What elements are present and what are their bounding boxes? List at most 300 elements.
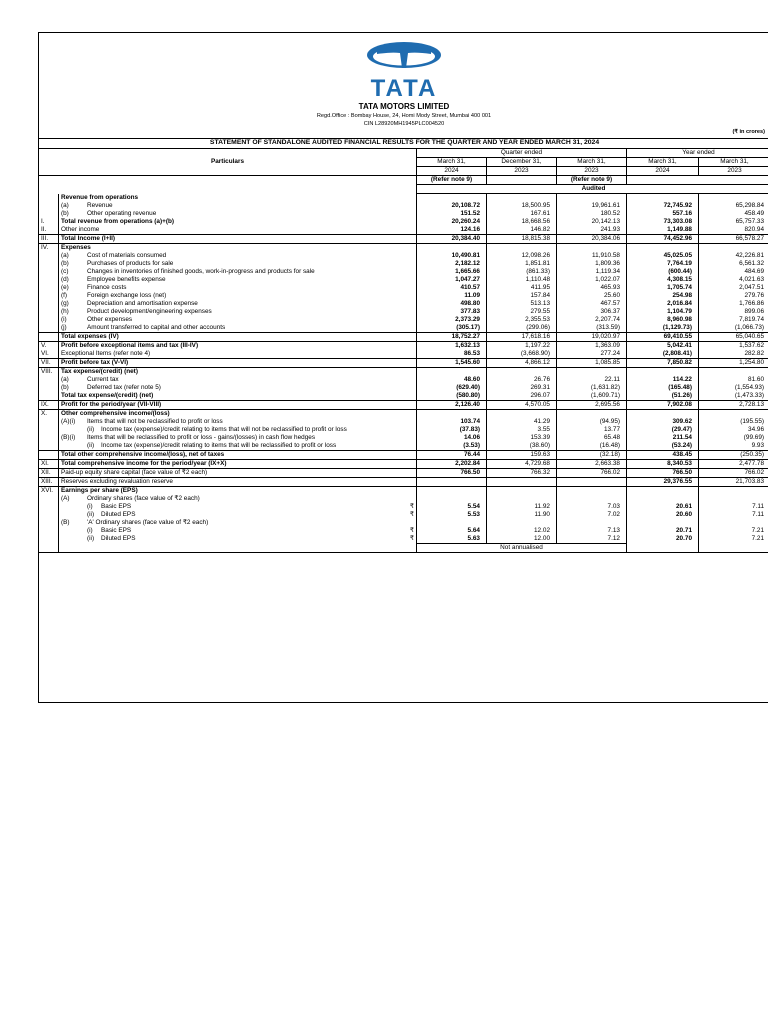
value-cell: 2,695.56 xyxy=(557,400,627,409)
value-cell: 22.11 xyxy=(557,376,627,384)
value-cell: 410.57 xyxy=(417,284,487,292)
row-number xyxy=(39,252,59,260)
company-name: TATA MOTORS LIMITED xyxy=(358,102,450,111)
value-cell: 7.02 xyxy=(557,511,627,519)
financial-results-table xyxy=(38,138,768,553)
value-cell: 1,632.13 xyxy=(417,341,487,350)
value-cell: (16.48) xyxy=(557,442,627,451)
row-label: Paid-up equity share capital (face value of ₹2 each) xyxy=(61,468,208,476)
row-number xyxy=(39,194,59,202)
value-cell: 146.82 xyxy=(487,226,557,235)
value-cell xyxy=(627,519,699,527)
row-label: Foreign exchange loss (net) xyxy=(87,291,167,299)
value-cell: 20,260.24 xyxy=(417,218,487,226)
value-cell: 211.54 xyxy=(627,434,699,442)
row-label: Profit before tax (V-VI) xyxy=(61,358,129,366)
value-cell: 1,119.34 xyxy=(557,268,627,276)
value-cell: 7.03 xyxy=(557,503,627,511)
value-cell xyxy=(699,486,768,495)
row-code: (e) xyxy=(61,283,69,291)
value-cell xyxy=(627,486,699,495)
value-cell: (1,066.73) xyxy=(699,324,768,333)
value-cell: 167.61 xyxy=(487,210,557,218)
value-cell: (1,554.93) xyxy=(699,384,768,392)
row-number: XI. xyxy=(39,459,59,468)
value-cell: 159.63 xyxy=(487,450,557,459)
value-cell: 124.16 xyxy=(417,226,487,235)
value-cell: 13.77 xyxy=(557,426,627,434)
value-cell xyxy=(699,194,768,202)
value-cell: 26.76 xyxy=(487,376,557,384)
row-label: Items that will be reclassified to profit or loss - gains/(losses) in cash flow hedges xyxy=(87,433,316,441)
value-cell: 21,703.83 xyxy=(699,477,768,486)
value-cell: (1,129.73) xyxy=(627,324,699,333)
row-number xyxy=(39,308,59,316)
value-cell: 1,022.07 xyxy=(557,276,627,284)
rupee-symbol: ₹ xyxy=(409,502,414,510)
value-cell: 7,902.08 xyxy=(627,400,699,409)
value-cell xyxy=(417,495,487,503)
row-number xyxy=(39,300,59,308)
value-cell: 1,809.36 xyxy=(557,260,627,268)
value-cell: 20,108.72 xyxy=(417,202,487,210)
row-code: (b) xyxy=(61,209,69,217)
value-cell: 1,545.60 xyxy=(417,358,487,367)
value-cell: 4,308.15 xyxy=(627,276,699,284)
value-cell: 2,355.53 xyxy=(487,316,557,324)
value-cell: 484.69 xyxy=(699,268,768,276)
value-cell xyxy=(627,409,699,418)
value-cell xyxy=(417,194,487,202)
value-cell: 48.60 xyxy=(417,376,487,384)
row-number: XII. xyxy=(39,468,59,477)
row-label: Profit for the period/year (VII-VIII) xyxy=(61,400,162,408)
value-cell: 7,764.19 xyxy=(627,260,699,268)
value-cell: 4,021.63 xyxy=(699,276,768,284)
value-cell: 1,665.66 xyxy=(417,268,487,276)
value-cell: 1,254.80 xyxy=(699,358,768,367)
table-row xyxy=(39,218,768,226)
value-cell xyxy=(557,243,627,252)
row-code: (f) xyxy=(61,291,68,299)
table-row xyxy=(39,442,768,451)
value-cell: 269.31 xyxy=(487,384,557,392)
row-code xyxy=(61,442,87,450)
value-cell: 7,819.74 xyxy=(699,316,768,324)
value-cell: 11.92 xyxy=(487,503,557,511)
results-body xyxy=(39,194,768,544)
row-number xyxy=(39,332,59,341)
tata-emblem-icon xyxy=(367,42,441,68)
row-subcode: (ii) xyxy=(87,425,95,433)
value-cell: 296.07 xyxy=(487,392,557,401)
value-cell: 820.94 xyxy=(699,226,768,235)
table-row xyxy=(39,332,768,341)
row-number xyxy=(39,426,59,434)
row-number xyxy=(39,535,59,544)
value-cell: 76.44 xyxy=(417,450,487,459)
row-code xyxy=(61,503,87,511)
value-cell: 2,373.29 xyxy=(417,316,487,324)
value-cell xyxy=(699,243,768,252)
value-cell: 1,363.09 xyxy=(557,341,627,350)
table-row xyxy=(39,409,768,418)
row-number: IX. xyxy=(39,400,59,409)
row-label: Purchases of products for sale xyxy=(87,259,174,267)
table-row xyxy=(39,511,768,519)
tata-logo xyxy=(39,41,768,97)
value-cell: 153.39 xyxy=(487,434,557,442)
value-cell: 18,815.38 xyxy=(487,234,557,243)
company-cin: CIN L28920MH1945PLC004520 xyxy=(363,121,445,127)
value-cell xyxy=(487,243,557,252)
value-cell: 41.29 xyxy=(487,418,557,426)
value-cell: 4,570.05 xyxy=(487,400,557,409)
value-cell: 766.50 xyxy=(627,468,699,477)
registered-office: Regd.Office : Bombay House, 24, Homi Mody Street, Mumbai 400 001 xyxy=(316,113,492,119)
table-row xyxy=(39,341,768,350)
value-cell: 72,745.92 xyxy=(627,202,699,210)
row-code xyxy=(61,426,87,434)
table-row xyxy=(39,234,768,243)
row-label: Profit before exceptional items and tax (III-IV) xyxy=(61,341,199,349)
rupee-symbol: ₹ xyxy=(409,534,414,542)
row-label: Basic EPS xyxy=(101,526,132,534)
value-cell: 438.45 xyxy=(627,450,699,459)
table-row xyxy=(39,292,768,300)
not-annualised-note: Not annualised xyxy=(417,543,627,552)
value-cell: 18,500.95 xyxy=(487,202,557,210)
row-number: I. xyxy=(39,218,59,226)
value-cell: 20,384.06 xyxy=(557,234,627,243)
value-cell: (37.83) xyxy=(417,426,487,434)
row-number: VIII. xyxy=(39,367,59,376)
particulars-header: Particulars xyxy=(39,149,417,176)
value-cell: (250.35) xyxy=(699,450,768,459)
value-cell: (94.95) xyxy=(557,418,627,426)
row-code: (i) xyxy=(61,315,67,323)
row-number xyxy=(39,260,59,268)
value-cell xyxy=(557,486,627,495)
value-cell: (53.24) xyxy=(627,442,699,451)
value-cell: 498.80 xyxy=(417,300,487,308)
value-cell: 282.82 xyxy=(699,350,768,359)
row-label: Product development/engineering expenses xyxy=(87,307,212,315)
value-cell: (1,609.71) xyxy=(557,392,627,401)
row-label: Total Income (I+II) xyxy=(61,234,116,242)
row-number: XVI. xyxy=(39,486,59,495)
col-note-3: (Refer note 9) xyxy=(557,176,627,185)
row-code: (B) xyxy=(61,518,70,526)
value-cell: 66,578.27 xyxy=(699,234,768,243)
col-year-3: 2023 xyxy=(557,167,627,176)
row-label: Earnings per share (EPS) xyxy=(61,486,138,494)
value-cell: 1,851.81 xyxy=(487,260,557,268)
row-number xyxy=(39,418,59,426)
row-label: Revenue xyxy=(87,201,113,209)
value-cell: 1,197.22 xyxy=(487,341,557,350)
table-row xyxy=(39,503,768,511)
table-row xyxy=(39,426,768,434)
value-cell: 411.95 xyxy=(487,284,557,292)
value-cell: 65,040.65 xyxy=(699,332,768,341)
value-cell: 3.55 xyxy=(487,426,557,434)
value-cell: 306.37 xyxy=(557,308,627,316)
value-cell: 65,298.84 xyxy=(699,202,768,210)
row-label: Other income xyxy=(61,225,100,233)
value-cell: 10,490.81 xyxy=(417,252,487,260)
table-row xyxy=(39,392,768,401)
value-cell xyxy=(487,519,557,527)
col-year-4: 2024 xyxy=(627,167,699,176)
value-cell: 7.11 xyxy=(699,503,768,511)
row-code: (A)(i) xyxy=(61,417,76,425)
value-cell: 766.50 xyxy=(417,468,487,477)
value-cell: 465.93 xyxy=(557,284,627,292)
row-label: Total expenses (IV) xyxy=(61,332,119,340)
value-cell: 103.74 xyxy=(417,418,487,426)
value-cell xyxy=(627,367,699,376)
row-number xyxy=(39,450,59,459)
value-cell: 2,182.12 xyxy=(417,260,487,268)
row-code: (a) xyxy=(61,201,69,209)
value-cell: (305.17) xyxy=(417,324,487,333)
row-label: Employee benefits expense xyxy=(87,275,166,283)
value-cell: 1,085.85 xyxy=(557,358,627,367)
value-cell: 458.49 xyxy=(699,210,768,218)
row-number xyxy=(39,376,59,384)
value-cell: 8,960.98 xyxy=(627,316,699,324)
row-code: (b) xyxy=(61,383,69,391)
table-row xyxy=(39,486,768,495)
value-cell: (313.59) xyxy=(557,324,627,333)
value-cell: 4,866.12 xyxy=(487,358,557,367)
row-label: Income tax (expense)/credit relating to items that will be reclassified to profit or loss xyxy=(101,441,337,449)
row-number xyxy=(39,268,59,276)
row-label: Other comprehensive income/(loss) xyxy=(61,409,170,417)
value-cell: 467.57 xyxy=(557,300,627,308)
value-cell: 2,477.78 xyxy=(699,459,768,468)
table-row xyxy=(39,459,768,468)
value-cell xyxy=(417,477,487,486)
statement-title: STATEMENT OF STANDALONE AUDITED FINANCIAL RESULTS FOR THE QUARTER AND YEAR ENDED MARCH 31, 2024 xyxy=(39,139,768,149)
row-number: IV. xyxy=(39,243,59,252)
row-label: Exceptional Items (refer note 4) xyxy=(61,349,151,357)
value-cell: 2,047.51 xyxy=(699,284,768,292)
row-label: Amount transferred to capital and other accounts xyxy=(87,323,226,331)
row-code xyxy=(61,535,87,543)
value-cell: 8,340.53 xyxy=(627,459,699,468)
row-code: (b) xyxy=(61,259,69,267)
value-cell: 309.62 xyxy=(627,418,699,426)
row-number xyxy=(39,434,59,442)
value-cell: 20.71 xyxy=(627,527,699,535)
value-cell: (2,808.41) xyxy=(627,350,699,359)
value-cell: (3.53) xyxy=(417,442,487,451)
value-cell: 766.02 xyxy=(557,468,627,477)
value-cell xyxy=(557,367,627,376)
row-number xyxy=(39,442,59,451)
value-cell: (38.60) xyxy=(487,442,557,451)
value-cell: 254.98 xyxy=(627,292,699,300)
value-cell: 86.53 xyxy=(417,350,487,359)
row-number xyxy=(39,284,59,292)
row-label: Deferred tax (refer note 5) xyxy=(87,383,161,391)
value-cell: 7,850.82 xyxy=(627,358,699,367)
row-label: Finance costs xyxy=(87,283,127,291)
row-number xyxy=(39,316,59,324)
table-row xyxy=(39,434,768,442)
col-date-3: March 31, xyxy=(557,158,627,167)
value-cell: 157.84 xyxy=(487,292,557,300)
value-cell: (195.55) xyxy=(699,418,768,426)
col-year-2: 2023 xyxy=(487,167,557,176)
table-row xyxy=(39,243,768,252)
row-label: Basic EPS xyxy=(101,502,132,510)
table-row xyxy=(39,400,768,409)
row-subcode: (i) xyxy=(87,502,93,510)
value-cell: 279.55 xyxy=(487,308,557,316)
value-cell: 12.02 xyxy=(487,527,557,535)
value-cell xyxy=(417,409,487,418)
table-row xyxy=(39,202,768,210)
value-cell: 2,202.84 xyxy=(417,459,487,468)
value-cell xyxy=(487,194,557,202)
value-cell: (629.40) xyxy=(417,384,487,392)
value-cell: 34.96 xyxy=(699,426,768,434)
row-label: Expenses xyxy=(61,243,91,251)
table-row xyxy=(39,252,768,260)
row-label: Income tax (expense)/credit relating to items that will not be reclassified to profit or loss xyxy=(101,425,347,433)
value-cell: (99.69) xyxy=(699,434,768,442)
row-code: (d) xyxy=(61,275,69,283)
value-cell xyxy=(627,194,699,202)
value-cell: 81.60 xyxy=(699,376,768,384)
value-cell: 1,766.86 xyxy=(699,300,768,308)
table-row xyxy=(39,210,768,218)
table-row xyxy=(39,300,768,308)
table-row xyxy=(39,324,768,333)
value-cell: 45,025.05 xyxy=(627,252,699,260)
value-cell: 5,042.41 xyxy=(627,341,699,350)
table-row xyxy=(39,308,768,316)
table-row xyxy=(39,527,768,535)
value-cell: 19,020.97 xyxy=(557,332,627,341)
value-cell: 65.48 xyxy=(557,434,627,442)
value-cell: 180.52 xyxy=(557,210,627,218)
rupee-symbol: ₹ xyxy=(409,510,414,518)
row-label: 'A' Ordinary shares (face value of ₹2 each) xyxy=(87,518,209,526)
col-date-1: March 31, xyxy=(417,158,487,167)
row-subcode: (ii) xyxy=(87,510,95,518)
table-row xyxy=(39,495,768,503)
value-cell xyxy=(557,477,627,486)
row-number: X. xyxy=(39,409,59,418)
row-number: VI. xyxy=(39,350,59,359)
table-row xyxy=(39,450,768,459)
value-cell: 151.52 xyxy=(417,210,487,218)
value-cell xyxy=(417,243,487,252)
value-cell: 12.00 xyxy=(487,535,557,544)
value-cell: 5.54 xyxy=(417,503,487,511)
value-cell: 1,047.27 xyxy=(417,276,487,284)
value-cell xyxy=(699,495,768,503)
row-label: Ordinary shares (face value of ₹2 each) xyxy=(87,494,200,502)
value-cell: 11.90 xyxy=(487,511,557,519)
row-code: (c) xyxy=(61,267,69,275)
value-cell: 11.09 xyxy=(417,292,487,300)
value-cell: (299.06) xyxy=(487,324,557,333)
row-label: Reserves excluding revaluation reserve xyxy=(61,477,173,485)
value-cell xyxy=(699,367,768,376)
row-number: V. xyxy=(39,341,59,350)
value-cell: (580.80) xyxy=(417,392,487,401)
value-cell: 6,561.32 xyxy=(699,260,768,268)
table-row xyxy=(39,226,768,235)
value-cell: (861.33) xyxy=(487,268,557,276)
row-label: Total other comprehensive income/(loss), net of taxes xyxy=(61,450,225,458)
row-label: Diluted EPS xyxy=(101,510,136,518)
value-cell: 9.93 xyxy=(699,442,768,451)
row-number xyxy=(39,384,59,392)
value-cell: 18,752.27 xyxy=(417,332,487,341)
rupee-symbol: ₹ xyxy=(409,526,414,534)
value-cell xyxy=(487,495,557,503)
value-cell xyxy=(557,519,627,527)
value-cell: 2,016.84 xyxy=(627,300,699,308)
value-cell xyxy=(487,367,557,376)
row-label: Items that will not be reclassified to profit or loss xyxy=(87,417,223,425)
col-date-2: December 31, xyxy=(487,158,557,167)
table-row xyxy=(39,316,768,324)
value-cell xyxy=(699,519,768,527)
row-number xyxy=(39,511,59,519)
row-label: Total tax expense/(credit) (net) xyxy=(61,391,154,399)
brand-wordmark: TATA xyxy=(370,75,438,97)
value-cell xyxy=(557,495,627,503)
value-cell: 5.53 xyxy=(417,511,487,519)
row-label: Revenue from operations xyxy=(61,193,139,201)
results-document xyxy=(38,32,768,703)
row-number xyxy=(39,392,59,401)
row-label: Cost of materials consumed xyxy=(87,251,167,259)
value-cell: 2,126.40 xyxy=(417,400,487,409)
col-year-1: 2024 xyxy=(417,167,487,176)
value-cell: 241.93 xyxy=(557,226,627,235)
value-cell: 42,226.81 xyxy=(699,252,768,260)
row-number xyxy=(39,495,59,503)
row-code: (B)(i) xyxy=(61,433,76,441)
units-note: (₹ in crores) xyxy=(732,129,765,135)
value-cell: 557.16 xyxy=(627,210,699,218)
row-label: Total comprehensive income for the period/year (IX+X) xyxy=(61,459,227,467)
value-cell: 29,376.55 xyxy=(627,477,699,486)
value-cell: (29.47) xyxy=(627,426,699,434)
value-cell: 114.22 xyxy=(627,376,699,384)
quarter-ended-header: Quarter ended xyxy=(417,149,627,158)
value-cell: (32.18) xyxy=(557,450,627,459)
row-number xyxy=(39,276,59,284)
value-cell: 2,728.13 xyxy=(699,400,768,409)
value-cell: 1,149.88 xyxy=(627,226,699,235)
row-subcode: (ii) xyxy=(87,534,95,542)
table-row xyxy=(39,284,768,292)
value-cell: 7.21 xyxy=(699,527,768,535)
table-row xyxy=(39,367,768,376)
value-cell: 899.06 xyxy=(699,308,768,316)
row-label: Total revenue from operations (a)+(b) xyxy=(61,217,174,225)
value-cell: 2,663.38 xyxy=(557,459,627,468)
